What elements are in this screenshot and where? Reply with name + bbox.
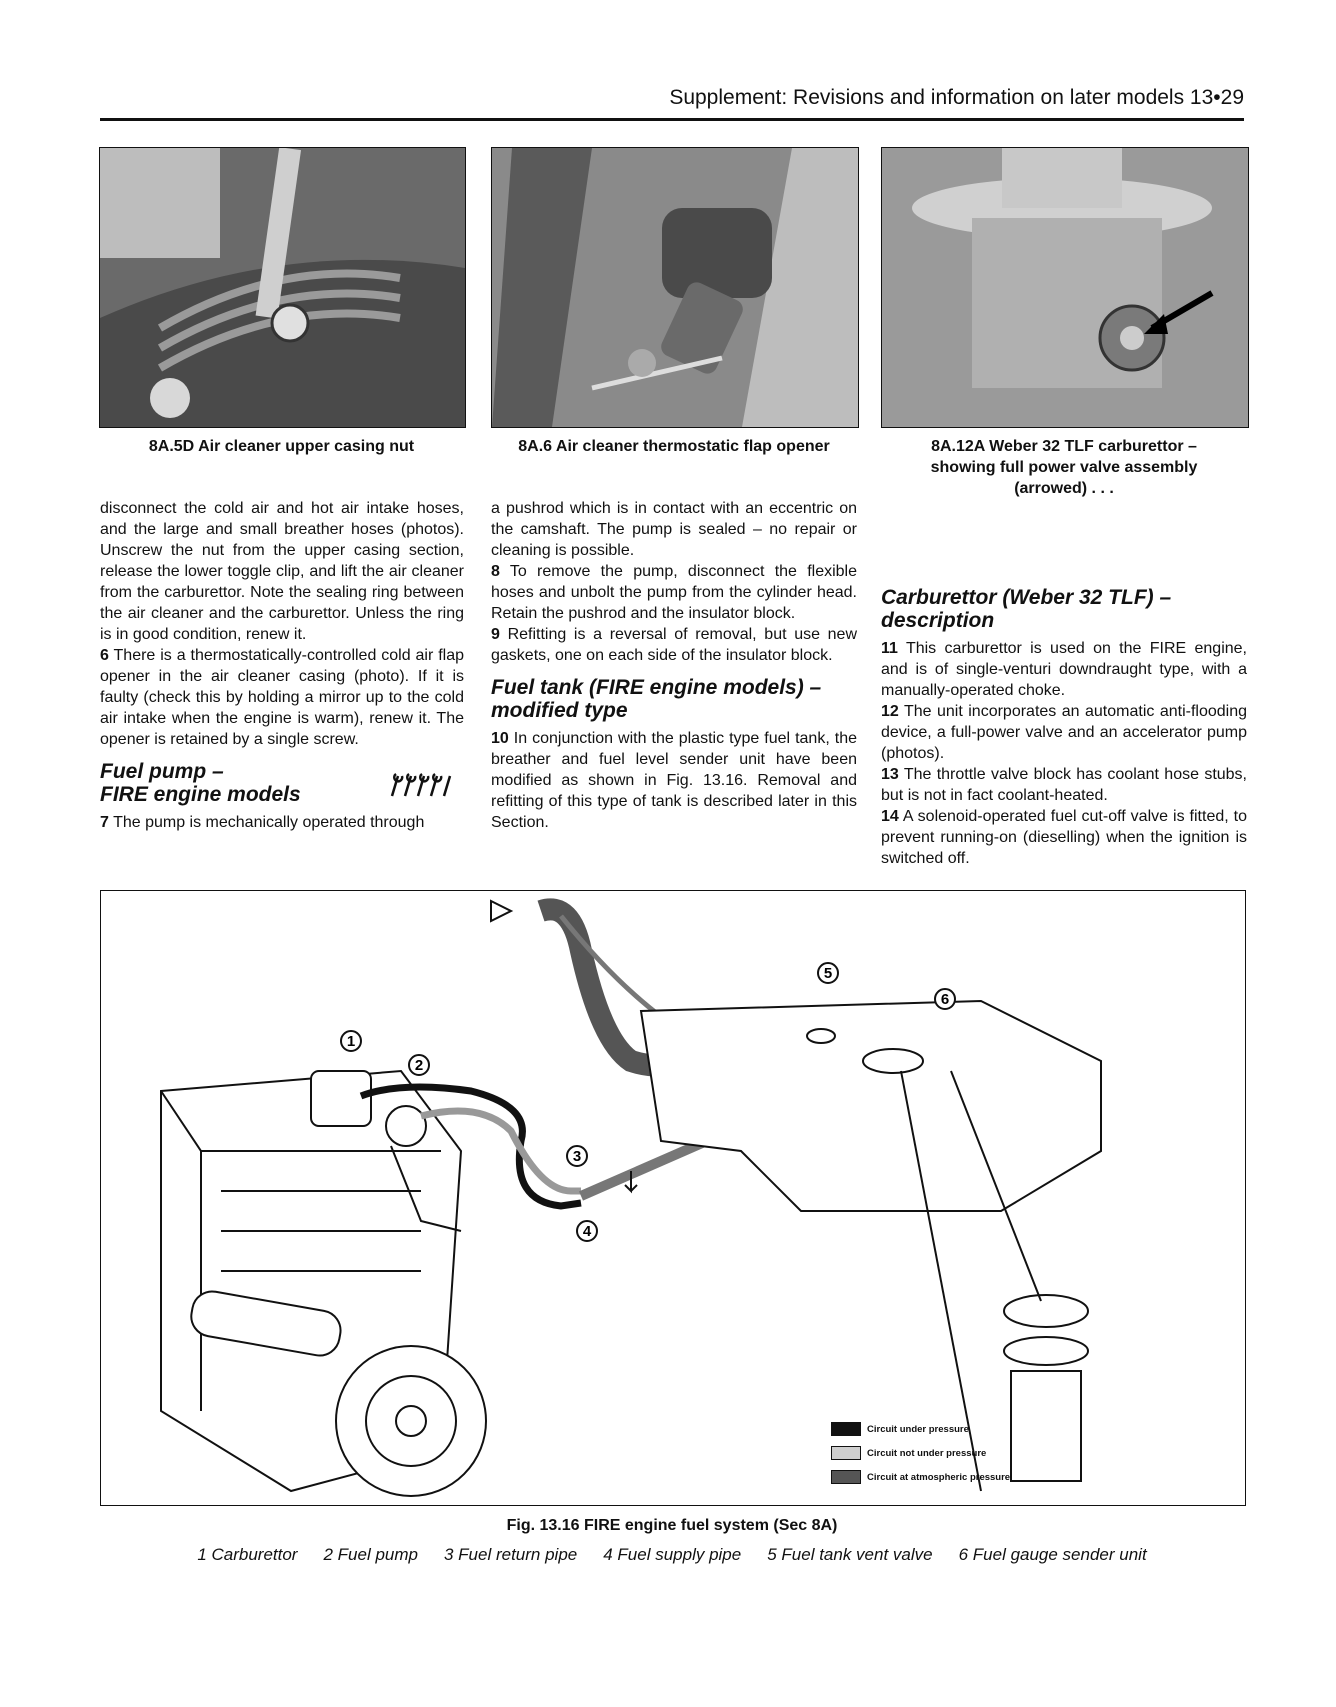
photo-caption-1: 8A.5D Air cleaner upper casing nut (148, 438, 415, 455)
paragraph-number: 10 (491, 730, 509, 747)
spanner-rating-icon (386, 772, 456, 798)
swatch-under-pressure (831, 1422, 861, 1436)
callout-3: 3 (572, 1148, 582, 1165)
callout-4: 4 (582, 1223, 592, 1240)
diagram-drawing (101, 891, 1245, 1505)
text-column-2 (491, 498, 857, 833)
sender-unit (1011, 1371, 1081, 1481)
pressure-legend-item: Circuit at atmospheric pressure (831, 1465, 1010, 1489)
legend-item: 4 Fuel supply pipe (603, 1545, 742, 1564)
callout-6: 6 (940, 991, 950, 1008)
photo-caption-2: 8A.6 Air cleaner thermostatic flap opener (518, 438, 830, 455)
paragraph-number: 14 (881, 808, 899, 825)
legend-item: 3 Fuel return pipe (443, 1545, 578, 1564)
paragraph (881, 764, 1247, 806)
swatch-not-under-pressure (831, 1446, 861, 1460)
fuel-system-diagram (100, 890, 1246, 1506)
pressure-legend-item: Circuit not under pressure (831, 1441, 1010, 1465)
pressure-legend-item: Circuit under pressure (831, 1417, 1010, 1441)
pressure-legend (831, 1417, 1010, 1489)
page-header: Supplement: Revisions and information on later models 13•29 (100, 86, 1244, 121)
section-heading (100, 760, 464, 806)
paragraph-number: 12 (881, 703, 899, 720)
paragraph-number: 11 (881, 640, 898, 657)
callout-1: 1 (346, 1033, 356, 1050)
paragraph-text: In conjunction with the plastic type fuel tank, the breather and fuel level sender unit have been modified as shown in Fig. 13.16. Removal and refitting of this type of tank is described later in this Section. (491, 730, 857, 831)
photo-weber-carburettor (881, 147, 1249, 428)
paragraph (881, 701, 1247, 764)
callout-5: 5 (823, 965, 833, 982)
photo-flap-opener (491, 147, 859, 428)
heading-line: Carburettor (Weber 32 TLF) – (881, 586, 1172, 609)
paragraph (491, 561, 857, 624)
paragraph-text: There is a thermostatically-controlled cold air flap opener in the air cleaner casing (photo). If it is faulty (check this by holding a mirror up to the cold air intake when the engine is warm), renew it. The opener is retained by a single screw. (100, 647, 465, 748)
paragraph-text: A solenoid-operated fuel cut-off valve is fitted, to prevent running-on (dieselling) when the ignition is switched off. (881, 808, 1248, 867)
legend-item: 6 Fuel gauge sender unit (958, 1545, 1147, 1564)
paragraph (881, 806, 1247, 869)
text-column-3 (881, 582, 1247, 869)
paragraph-text: This carburettor is used on the FIRE engine, and is of single-venturi downdraught type, with a manually-operated choke. (881, 640, 1248, 699)
fuel-pump (386, 1106, 426, 1146)
sender-opening (863, 1049, 923, 1073)
paragraph-text: The pump is mechanically operated through (113, 814, 425, 831)
heading-line: description (881, 609, 995, 632)
paragraph-number: 7 (100, 814, 109, 831)
paragraph (491, 728, 857, 833)
paragraph: disconnect the cold air and hot air intake hoses, and the large and small breather hoses (photos). Unscrew the nut from the upper casing section, release the lower toggle clip, and lift the air cleaner from the carburettor. Note the sealing ring between the air cleaner and the carburettor. Unless the ring is in good condition, renew it. (100, 500, 464, 643)
paragraph (881, 638, 1247, 701)
section-heading (491, 676, 857, 722)
photo-air-cleaner-nut (99, 147, 466, 428)
photo-caption-3: 8A.12A Weber 32 TLF carburettor – showing full power valve assembly (arrowed) . . . (930, 438, 1198, 497)
flywheel (336, 1346, 486, 1496)
figure-caption: Fig. 13.16 FIRE engine fuel system (Sec 8A) (506, 1517, 838, 1534)
paragraph (100, 645, 464, 750)
paragraph-number: 8 (491, 563, 500, 580)
legend-item: 5 Fuel tank vent valve (767, 1545, 933, 1564)
paragraph-text: To remove the pump, disconnect the flexible hoses and unbolt the pump from the cylinder head. Retain the pushrod and the insulator block. (491, 563, 858, 622)
fuel-tank (641, 1001, 1101, 1211)
heading-line: FIRE engine models (100, 783, 301, 806)
paragraph-text: The throttle valve block has coolant hose stubs, but is not in fact coolant-heated. (881, 766, 1248, 804)
paragraph (491, 624, 857, 666)
heading-line: modified type (491, 699, 628, 722)
swatch-atmospheric-pressure (831, 1470, 861, 1484)
legend-item: 2 Fuel pump (323, 1545, 418, 1564)
callout-2: 2 (414, 1057, 424, 1074)
paragraph (100, 812, 464, 833)
paragraph-text: Refitting is a reversal of removal, but use new gaskets, one on each side of the insulator block. (491, 626, 858, 664)
paragraph-text: The unit incorporates an automatic anti-flooding device, a full-power valve and an accelerator pump (photos). (881, 703, 1247, 762)
figure-legend (100, 1545, 1244, 1565)
heading-line: Fuel tank (FIRE engine models) – (491, 676, 822, 699)
paragraph: a pushrod which is in contact with an eccentric on the camshaft. The pump is sealed – no repair or cleaning is possible. (491, 500, 857, 559)
legend-item: 1 Carburettor (197, 1545, 298, 1564)
paragraph-number: 9 (491, 626, 500, 643)
paragraph-number: 13 (881, 766, 899, 783)
heading-line: Fuel pump – (100, 760, 224, 783)
text-column-1 (100, 498, 464, 833)
paragraph-number: 6 (100, 647, 109, 664)
section-heading (881, 586, 1247, 632)
